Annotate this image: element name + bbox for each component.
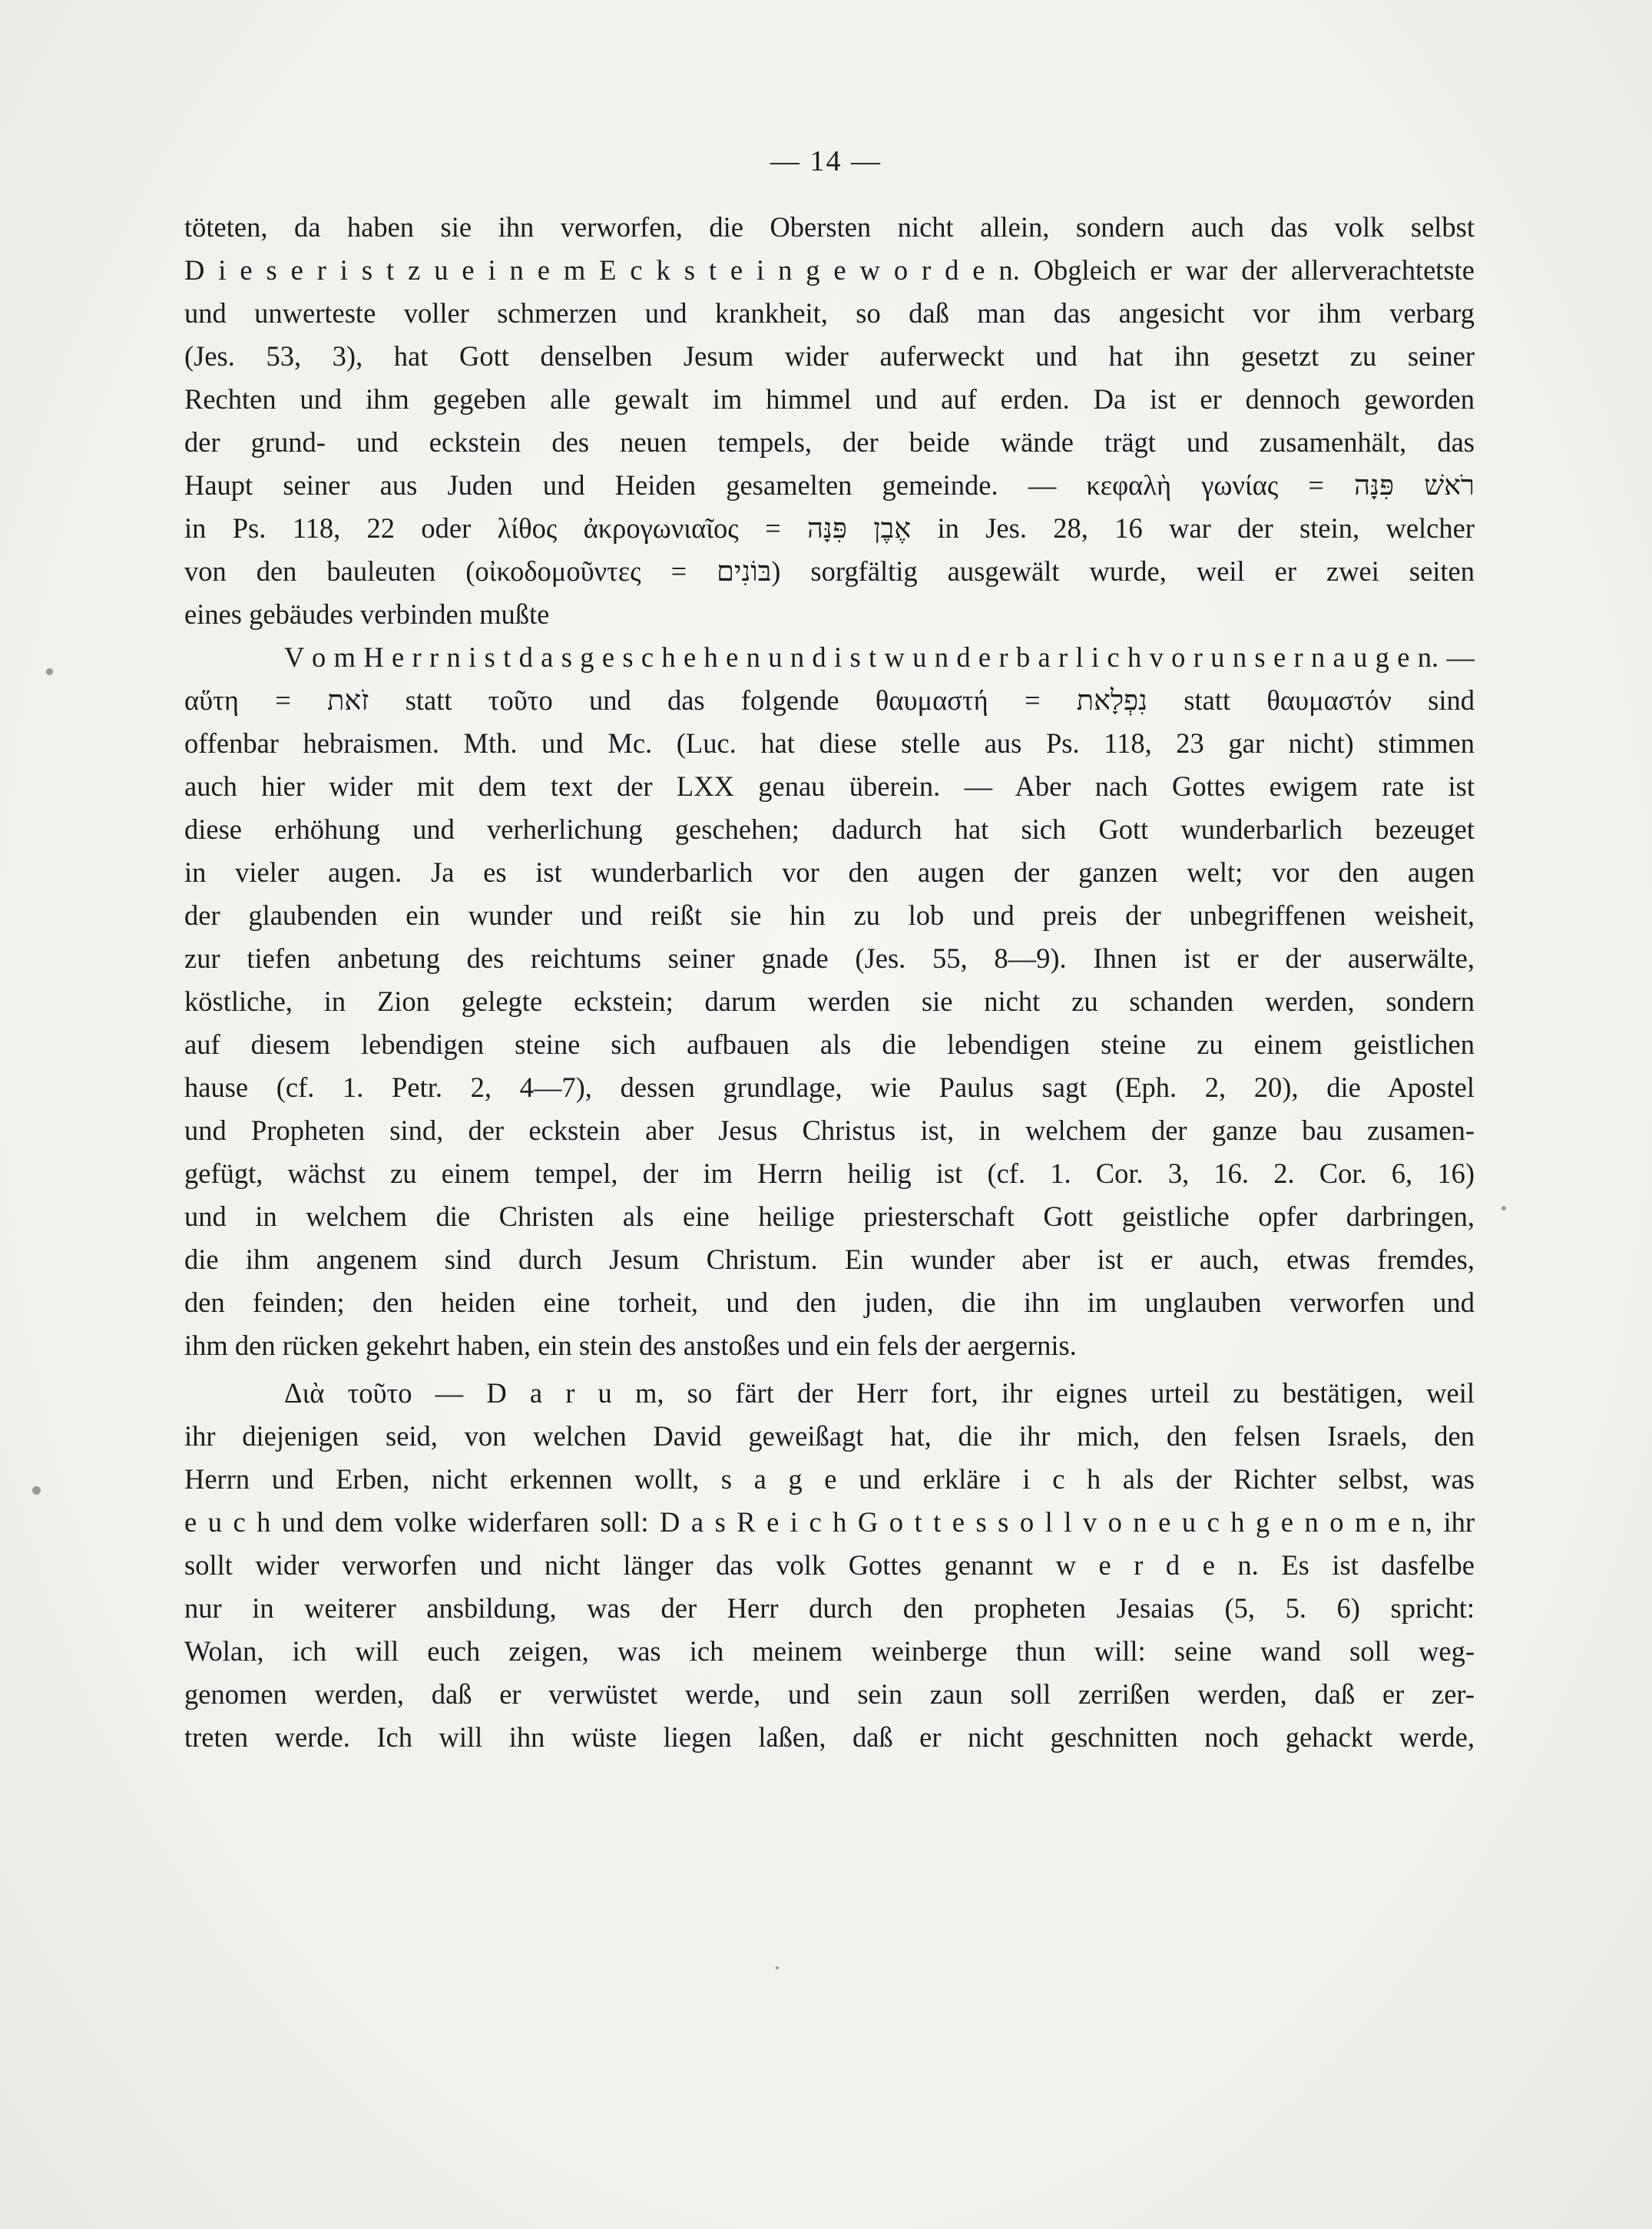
text-line: töteten, da haben sie ihn verworfen, die Obersten nicht allein, sondern auch das volk selbst <box>184 211 1475 243</box>
text-line: auch hier wider mit dem text der LXX genau überein. — Aber nach Gottes ewigem rate ist <box>184 770 1475 802</box>
text-line: Rechten und ihm gegeben alle gewalt im himmel und auf erden. Da ist er dennoch geworden <box>184 383 1475 415</box>
text-line: und unwerteste voller schmerzen und krankheit, so daß man das angesicht vor ihm verbarg <box>184 297 1475 329</box>
paragraph <box>184 206 1475 636</box>
scan-speck <box>32 1486 41 1495</box>
text-line: (Jes. 53, 3), hat Gott denselben Jesum wider auferweckt und hat ihn gesetzt zu seiner <box>184 340 1475 372</box>
text-line: und Propheten sind, der eckstein aber Jesus Christus ist, in welchem der ganze bau zusamen- <box>184 1114 1475 1146</box>
paragraph <box>184 1372 1475 1759</box>
text-line: D i e s e r i s t z u e i n e m E c k s t e i n g e w o r d e n. Obgleich er war der allerverachtetste <box>184 254 1475 286</box>
text-line: und in welchem die Christen als eine heilige priesterschaft Gott geistliche opfer darbringen, <box>184 1201 1475 1232</box>
scan-speck <box>776 1966 779 1969</box>
text-line: diese erhöhung und verherlichung geschehen; dadurch hat sich Gott wunderbarlich bezeuget <box>184 813 1475 845</box>
body-text <box>184 206 1475 1759</box>
text-line: ihr diejenigen seid, von welchen David geweißagt hat, die ihr mich, den felsen Israels, den <box>184 1420 1475 1452</box>
text-line: αὕτη = זֹאת statt τοῦτο und das folgende θαυμαστή = נִפְלָאת statt θαυμαστόν sind <box>184 684 1475 716</box>
text-line: in vieler augen. Ja es ist wunderbarlich vor den augen der ganzen welt; vor den augen <box>184 856 1475 888</box>
text-line: Διὰ τοῦτο — D a r u m, so färt der Herr fort, ihr eignes urteil zu bestätigen, weil <box>284 1377 1475 1409</box>
text-line: auf diesem lebendigen steine sich aufbauen als die lebendigen steine zu einem geistlichen <box>184 1028 1475 1060</box>
text-line: eines gebäudes verbinden mußte <box>184 598 550 630</box>
text-line: nur in weiterer ansbildung, was der Herr durch den propheten Jesaias (5, 5. 6) spricht: <box>184 1592 1475 1624</box>
page-number: — 14 — <box>770 145 882 177</box>
text-line: hause (cf. 1. Petr. 2, 4—7), dessen grundlage, wie Paulus sagt (Eph. 2, 20), die Apostel <box>184 1071 1475 1103</box>
text-line: den feinden; den heiden eine torheit, und den juden, die ihn im unglauben verworfen und <box>184 1287 1475 1318</box>
text-line: offenbar hebraismen. Mth. und Mc. (Luc. hat diese stelle aus Ps. 118, 23 gar nicht) stimmen <box>184 727 1475 759</box>
text-line: gefügt, wächst zu einem tempel, der im Herrn heilig ist (cf. 1. Cor. 3, 16. 2. Cor. 6, 16) <box>184 1158 1475 1189</box>
scan-speck <box>1501 1206 1506 1211</box>
text-line: die ihm angenem sind durch Jesum Christum. Ein wunder aber ist er auch, etwas fremdes, <box>184 1244 1475 1275</box>
text-line: Wolan, ich will euch zeigen, was ich meinem weinberge thun will: seine wand soll weg- <box>184 1635 1475 1667</box>
text-line: Haupt seiner aus Juden und Heiden gesamelten gemeinde. — κεφαλὴ γωνίας = רֹאשׁ פִּנָּה <box>184 469 1475 501</box>
paragraph <box>184 636 1475 1367</box>
text-line: sollt wider verworfen und nicht länger das volk Gottes genannt w e r d e n. Es ist dasfelbe <box>184 1549 1475 1581</box>
text-line: genomen werden, daß er verwüstet werde, und sein zaun soll zerrißen werden, daß er zer- <box>184 1678 1475 1710</box>
text-line: e u c h und dem volke widerfaren soll: D a s R e i c h G o t t e s s o l l v o n e u c h g e n o m e n, ihr <box>184 1506 1475 1538</box>
text-line: Herrn und Erben, nicht erkennen wollt, s a g e und erkläre i c h als der Richter selbst, was <box>184 1463 1475 1495</box>
text-line: köstliche, in Zion gelegte eckstein; darum werden sie nicht zu schanden werden, sondern <box>184 985 1475 1017</box>
text-line: ihm den rücken gekehrt haben, ein stein des anstoßes und ein fels der aergernis. <box>184 1330 1077 1361</box>
text-line: der grund- und eckstein des neuen tempels, der beide wände trägt und zusamenhält, das <box>184 426 1475 458</box>
text-line: zur tiefen anbetung des reichtums seiner gnade (Jes. 55, 8—9). Ihnen ist er der auserwälte, <box>184 942 1475 974</box>
text-line: der glaubenden ein wunder und reißt sie hin zu lob und preis der unbegriffenen weisheit, <box>184 899 1475 931</box>
text-line: in Ps. 118, 22 oder λίθος ἀκρογωνιαῖος = אֶבֶן פִּנָּה in Jes. 28, 16 war der stein, welcher <box>184 512 1475 544</box>
text-line: von den bauleuten (οἰκοδομοῦντες = בּוֹנִים) sorgfältig ausgewält wurde, weil er zwei seiten <box>184 555 1475 587</box>
scan-speck <box>46 668 53 675</box>
text-line: V o m H e r r n i s t d a s g e s c h e h e n u n d i s t w u n d e r b a r l i c h v o r u n s e r n a u g e n. — <box>284 641 1475 673</box>
text-line: treten werde. Ich will ihn wüste liegen laßen, daß er nicht geschnitten noch gehackt werde, <box>184 1721 1475 1753</box>
